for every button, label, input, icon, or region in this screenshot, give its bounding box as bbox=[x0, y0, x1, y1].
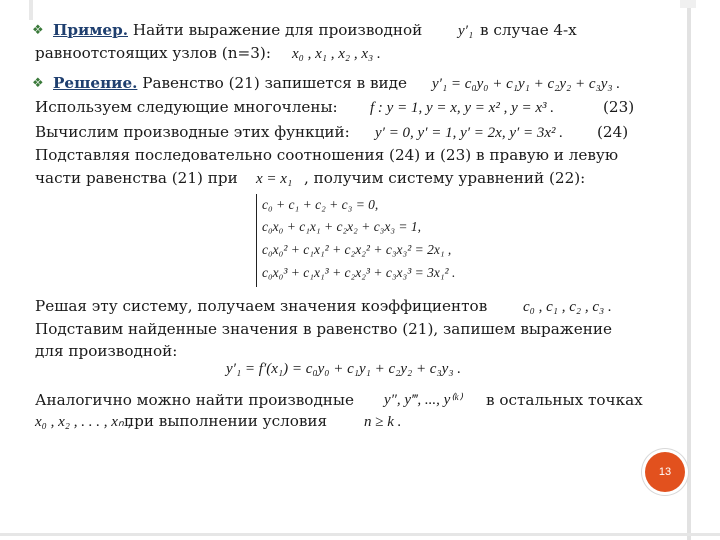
substitution-text-cont: части равенства (21) при bbox=[35, 169, 238, 187]
formula-coefficients: c₀ , c₁ , c₂ , c₃ . bbox=[523, 299, 612, 315]
solution-line bbox=[53, 74, 407, 93]
similarly-text-tail: в остальных точках bbox=[486, 391, 643, 409]
coefficients-text: Решая эту систему, получаем значения коэффициентов bbox=[35, 297, 488, 315]
derivative-label: для производной: bbox=[35, 342, 178, 360]
formula-derivative-result: y′₁ = f′(x₁) = c₀y₀ + c₁y₁ + c₂y₂ + c₃y₃ . bbox=[226, 361, 462, 377]
formula-equality-21: y′₁ = c₀y₀ + c₁y₁ + c₂y₂ + c₃y₃ . bbox=[432, 76, 621, 92]
solution-heading: Решение. bbox=[53, 74, 138, 92]
system-equation-1: c₀ + c₁ + c₂ + c₃ = 0, bbox=[262, 197, 379, 212]
system-equation-3: c₀x₀² + c₁x₁² + c₂x₂² + c₃x₃² = 2x₁ , bbox=[262, 242, 452, 257]
substitution-text-tail: , получим систему уравнений (22): bbox=[304, 169, 586, 187]
polynomials-text: Используем следующие многочлены: bbox=[35, 98, 338, 116]
decorative-border-bottom bbox=[0, 533, 720, 536]
formula-higher-derivatives: y″, y‴, ..., y⁽ᵏ⁾ bbox=[384, 392, 462, 408]
system-equation-4: c₀x₀³ + c₁x₁³ + c₂x₂³ + c₃x₃³ = 3x₁² . bbox=[262, 265, 456, 280]
similarly-text: Аналогично можно найти производные bbox=[35, 391, 354, 409]
formula-x-eq-x1: x = x₁ bbox=[256, 171, 293, 187]
example-line bbox=[53, 21, 422, 40]
formula-condition: n ≥ k . bbox=[364, 414, 402, 430]
formula-nodes: x₀ , x₁ , x₂ , x₃ . bbox=[292, 46, 381, 62]
system-equation-2: c₀x₀ + c₁x₁ + c₂x₂ + c₃x₃ = 1, bbox=[262, 219, 422, 234]
formula-other-points: x₀ , x₂ , . . . , xₙ , bbox=[35, 414, 132, 430]
formula-polynomials: f : y = 1, y = x, y = x² , y = x³ . bbox=[370, 100, 554, 116]
decorative-border-left bbox=[29, 0, 33, 20]
substitution-text: Подставляя последовательно соотношения (24) и (23) в правую и левую bbox=[35, 146, 619, 164]
decorative-border-right bbox=[687, 0, 691, 540]
bullet-icon: ❖ bbox=[32, 76, 44, 91]
condition-text: при выполнении условия bbox=[124, 412, 328, 430]
example-heading: Пример. bbox=[53, 21, 128, 39]
nodes-text: равноотстоящих узлов (n=3): bbox=[35, 44, 271, 62]
formula-derivatives: y′ = 0, y′ = 1, y′ = 2x, y′ = 3x² . bbox=[375, 125, 564, 141]
example-text-tail: в случае 4-х bbox=[480, 21, 577, 39]
example-text: Найти выражение для производной bbox=[128, 21, 423, 39]
ref-24: (24) bbox=[597, 123, 629, 141]
derivatives-text: Вычислим производные этих функций: bbox=[35, 123, 350, 141]
bullet-icon: ❖ bbox=[32, 23, 44, 38]
page-number-badge: 13 bbox=[645, 452, 685, 492]
formula-y1-prime: y′₁ bbox=[458, 23, 474, 39]
decorative-border-corner bbox=[680, 0, 696, 8]
ref-23: (23) bbox=[603, 98, 635, 116]
solution-text: Равенство (21) запишется в виде bbox=[137, 74, 407, 92]
substitute-text: Подставим найденные значения в равенство (21), запишем выражение bbox=[35, 320, 612, 338]
